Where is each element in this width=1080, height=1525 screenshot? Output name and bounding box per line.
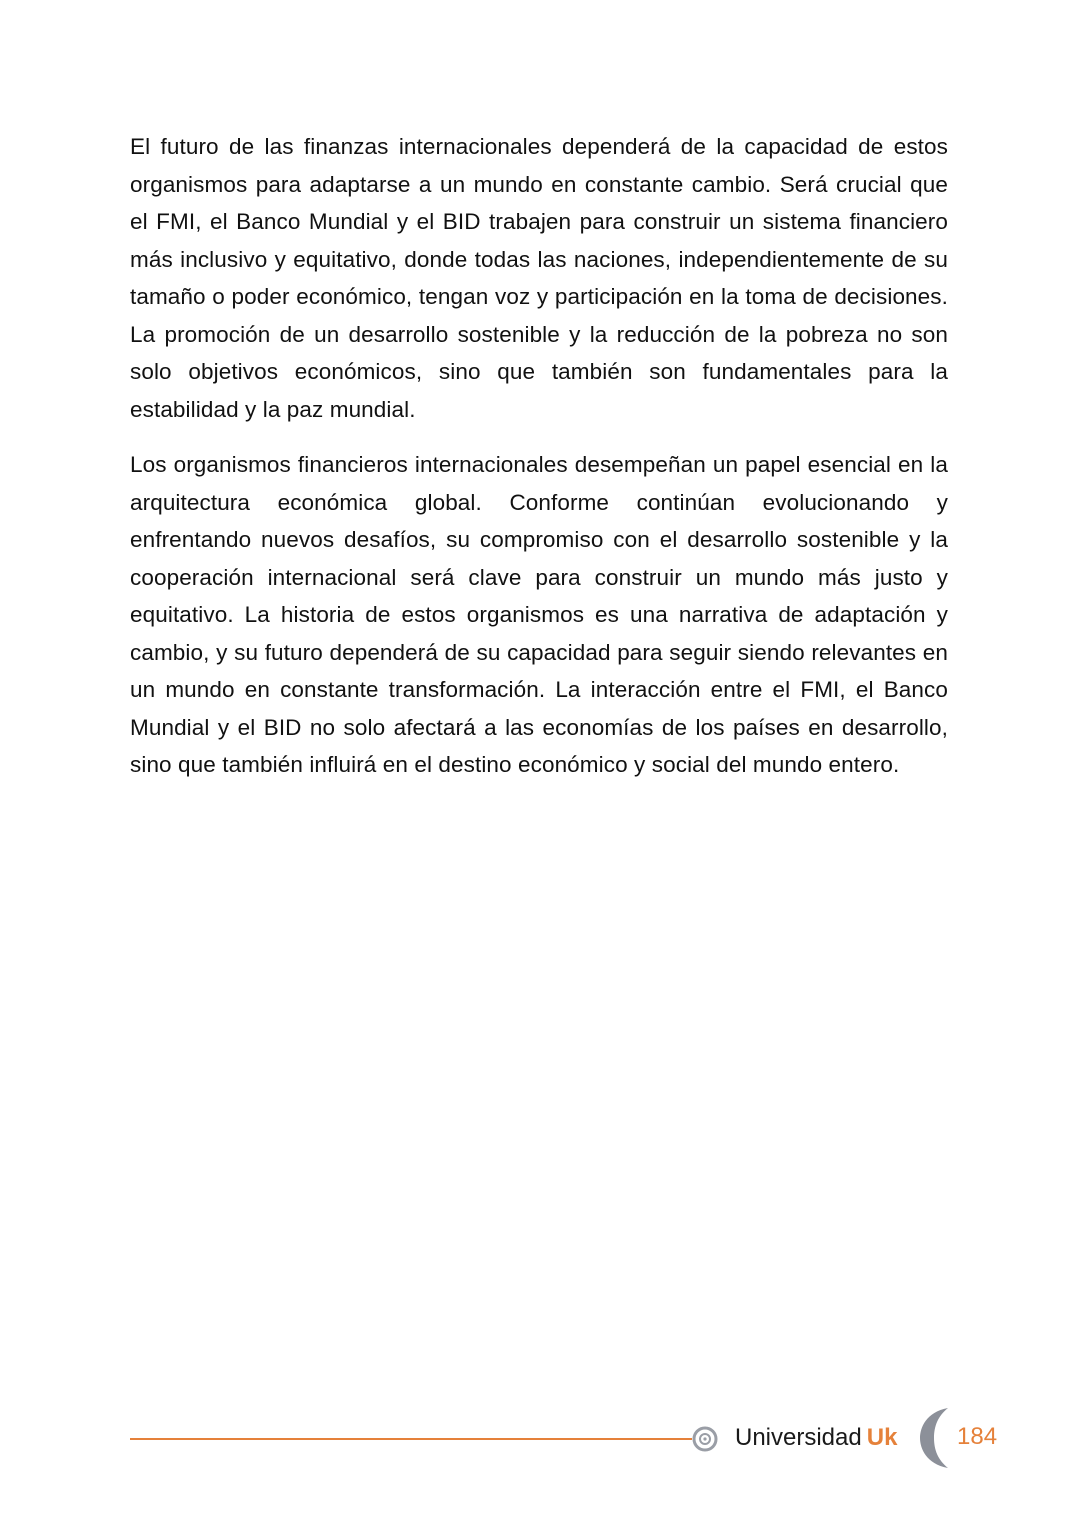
footer-rule <box>130 1438 692 1440</box>
paragraph-2: Los organismos financieros internacionales desempeñan un papel esencial en la arquitectura económica global. Conforme continúan evolucionando y enfrentando nuevos desafíos, su compromiso con el desarrollo sostenible y la cooperación internacional será clave para construir un mundo más justo y equitativo. La historia de estos organismos es una narrativa de adaptación y cambio, y su futuro dependerá de su capacidad para seguir siendo relevantes en un mundo en constante transformación. La interacción entre el FMI, el Banco Mundial y el BID no solo afectará a las economías de los países en desarrollo, sino que también influirá en el destino económico y social del mundo entero. <box>130 452 948 777</box>
paragraph-1: El futuro de las finanzas internacionales dependerá de la capacidad de estos organismos para adaptarse a un mundo en constante cambio. Será crucial que el FMI, el Banco Mundial y el BID trabajen para construir un sistema financiero más inclusivo y equitativo, donde todas las naciones, independientemente de su tamaño o poder económico, tengan voz y participación en la toma de decisiones. La promoción de un desarrollo sostenible y la reducción de la pobreza no son solo objetivos económicos, sino que también son fundamentales para la estabilidad y la paz mundial. <box>130 134 948 422</box>
crescent-decoration-icon <box>918 1406 952 1470</box>
page-footer <box>0 1400 1080 1490</box>
target-ring-icon <box>692 1426 718 1452</box>
body-text <box>130 128 948 802</box>
brand-name: Universidad <box>735 1424 862 1451</box>
brand-logo <box>735 1422 897 1454</box>
page-number: 184 <box>957 1423 998 1450</box>
brand-accent: Uk <box>866 1424 898 1451</box>
